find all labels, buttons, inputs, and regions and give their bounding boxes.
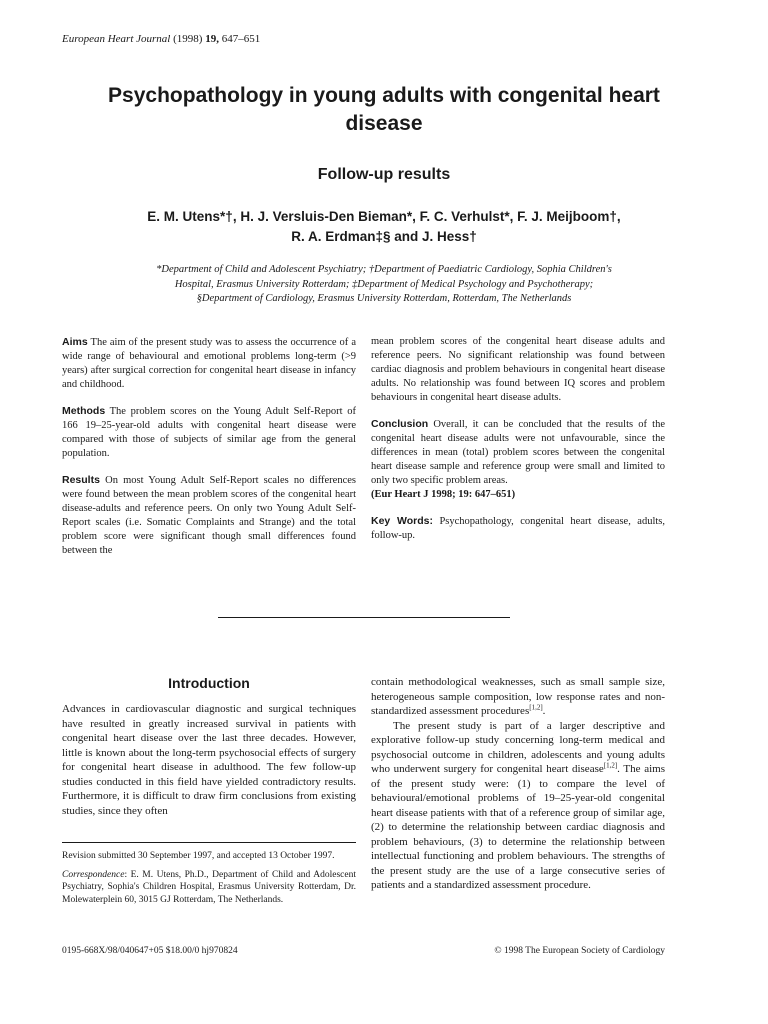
revision-note: Revision submitted 30 September 1997, and accepted 13 October 1997.: [62, 851, 335, 861]
journal-volume: 19,: [205, 33, 219, 45]
section-divider: [218, 617, 510, 618]
journal-name: European Heart Journal: [62, 33, 171, 45]
para2-text-b: . The aims of the present study were: (1) to compare the level of behavioural/emotional problems of 19–25-year-old congenital heart disease patients with that of a reference group of similar age, (2) to determine the relationship between cardiac diagnosis and problem behaviours, (3) to determine the relationship between intellectual functioning and problem behaviours. The strengths of the present study are the use of a large consecutive series of patients and a standardized assessment procedure.: [371, 763, 665, 891]
citation: (Eur Heart J 1998; 19: 647–651): [371, 489, 516, 500]
affiliation-line-1: *Department of Child and Adolescent Psychiatry; †Department of Paediatric Cardiology, Sophia Children's: [156, 264, 612, 275]
author-line-2: R. A. Erdman‡§ and J. Hess†: [291, 229, 477, 244]
results-text: On most Young Adult Self-Report scales no differences were found between the mean problem scores of the congenital heart disease-adults and reference peers. On only two Young Adult Self-Report scales (i.e. Somatic Complaints and Strange) and the total problem score were significant though small differences found between the: [62, 475, 356, 556]
intro-paragraph-1: Advances in cardiovascular diagnostic and surgical techniques have resulted in greatly increased survival in patients with congenital heart disease over the last three decades. However, little is known about the long-term psychosocial effects of surgery for congenital heart disease in adulthood. The few follow-up studies conducted in this field have yielded contradictory results. Furthermore, it is difficult to draw firm conclusions from existing studies, since they often: [62, 703, 356, 817]
intro-paragraph-2: [371, 719, 665, 893]
abstract-aims: [62, 335, 356, 392]
correspondence-text: : E. M. Utens, Ph.D., Department of Child and Adolescent Psychiatry, Sophia's Children Hospital, Erasmus University Rotterdam, Dr. Molewaterplein 60, 3015 GJ Rotterdam, The Netherlands.: [62, 869, 356, 905]
keywords-text: Psychopathology, congenital heart disease, adults, follow-up.: [371, 516, 665, 541]
affiliation-line-2: Hospital, Erasmus University Rotterdam; ‡Department of Medical Psychology and Psychotherapy;: [174, 278, 594, 290]
results-label: Results: [62, 474, 100, 486]
journal-year: (1998): [173, 33, 203, 45]
conclusion-text: Overall, it can be concluded that the results of the congenital heart disease adults were not unfavourable, since the differences in mean (total) problem scores between the congenital heart disease sample and reference group were small and limited to only two specific problem areas.: [371, 419, 665, 486]
abstract-methods: [62, 404, 356, 461]
keywords: [371, 514, 665, 543]
abstract-results: [62, 473, 356, 558]
article-title: Psychopathology in young adults with congenital heart disease: [108, 84, 660, 135]
journal-pages: 647–651: [221, 33, 261, 45]
abstract-conclusion: [371, 417, 665, 488]
article-code: 0195-668X/98/040647+05 $18.00/0 hj970824: [62, 946, 238, 956]
body-left-column: [62, 702, 356, 818]
reference-marker: [1,2]: [529, 703, 543, 712]
para1-cont-text: contain methodological weaknesses, such as small sample size, heterogeneous sample composition, low response rates and non-standardized assessment procedures: [371, 676, 665, 717]
affiliations: [70, 263, 698, 307]
affiliation-line-3: §Department of Cardiology, Erasmus University Rotterdam, Rotterdam, The Netherlands: [196, 293, 572, 304]
results-continued: mean problem scores of the congenital heart disease adults and reference peers. No significant relationship was found between cardiac diagnosis and problem behaviours in congenital heart disease adults. No relationship was found between IQ scores and problem behaviours in congenital heart disease adults.: [371, 336, 665, 403]
introduction-heading: Introduction: [168, 675, 250, 691]
footnotes: [62, 850, 356, 912]
correspondence-label: Correspondence: [62, 869, 125, 880]
article-subtitle: Follow-up results: [317, 166, 451, 183]
journal-header: [62, 33, 260, 45]
aims-text: The aim of the present study was to assess the occurrence of a wide range of behavioural and emotional problems long-term (>9 years) after surgical correction for congenital heart disease in infancy and childhood.: [62, 337, 356, 390]
methods-text: The problem scores on the Young Adult Self-Report of 166 19–25-year-old adults with congenital heart disease were compared with those of subjects of similar age from the general population.: [62, 406, 356, 459]
intro-paragraph-1-continued: contain methodological weaknesses, such as small sample size, heterogeneous sample composition, low response rates and non-standardized assessment procedures[1,2].: [371, 676, 665, 717]
conclusion-label: Conclusion: [371, 418, 429, 430]
abstract-right-column: [371, 335, 665, 555]
body-right-column: [371, 675, 665, 893]
reference-marker: [1,2]: [603, 761, 618, 770]
abstract-left-column: [62, 335, 356, 570]
author-list: [0, 207, 768, 247]
correspondence-note: [62, 869, 356, 907]
footnote-divider: [62, 842, 356, 843]
keywords-label: Key Words:: [371, 515, 433, 527]
aims-label: Aims: [62, 336, 88, 348]
copyright: © 1998 The European Society of Cardiology: [494, 946, 665, 956]
author-line-1: E. M. Utens*†, H. J. Versluis-Den Bieman*, F. C. Verhulst*, F. J. Meijboom†,: [147, 209, 621, 224]
para2-text-a: The present study is part of a larger descriptive and explorative follow-up study concerning long-term medical and psychosocial outcome in children, adolescents and young adults who underwent surgery for congenital heart disease: [371, 719, 665, 775]
methods-label: Methods: [62, 405, 106, 417]
